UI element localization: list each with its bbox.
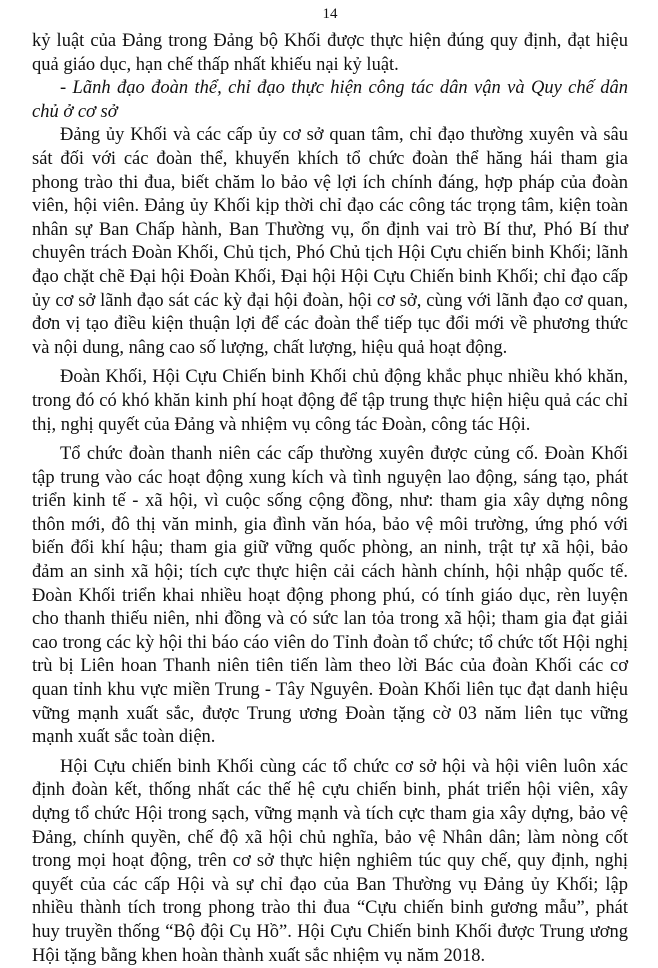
- document-page: [32, 0, 628, 966]
- paragraph-discipline-continuation: kỷ luật của Đảng trong Đảng bộ Khối được thực hiện đúng quy định, đạt hiệu quả giáo dục, hạn chế thấp nhất khiếu nại kỷ luật.: [32, 31, 628, 75]
- paragraph-youth-and-veterans: Đoàn Khối, Hội Cựu Chiến binh Khối chủ động khắc phục nhiều khó khăn, trong đó có khó khăn kinh phí hoạt động để tập trung thực hiện hiệu quả các chỉ thị, nghị quyết của Đảng và nhiệm vụ công tác Đoàn, công tác Hội.: [32, 367, 628, 435]
- paragraph-party-committee-leadership: Đảng ủy Khối và các cấp ủy cơ sở quan tâm, chỉ đạo thường xuyên và sâu sát đối với các đoàn thể, khuyến khích tổ chức đoàn thể hăng hái tham gia phong trào thi đua, biết chăm lo bảo vệ lợi ích chính đáng, hợp pháp của đoàn viên, hội viên. Đảng ủy Khối kịp thời chỉ đạo các công tác trọng tâm, kiện toàn nhân sự Ban Chấp hành, Ban Thường vụ, ổn định vai trò Bí thư, Phó Bí thư chuyên trách Đoàn Khối, Chủ tịch, Phó Chủ tịch Hội Cựu chiến binh Khối; lãnh đạo chặt chẽ Đại hội Đoàn Khối, Đại hội Hội Cựu Chiến binh Khối; chỉ đạo cấp ủy cơ sở lãnh đạo sát các kỳ đại hội đoàn, hội cơ sở, cùng với lãnh đạo cơ quan, đơn vị tạo điều kiện thuận lợi để các đoàn thể tiếp tục đổi mới về phương thức và nội dung, nâng cao số lượng, chất lượng, hiệu quả hoạt động.: [32, 125, 628, 358]
- section-heading-mass-mobilization: - Lãnh đạo đoàn thể, chỉ đạo thực hiện công tác dân vận và Quy chế dân chủ ở cơ sở: [32, 78, 628, 122]
- page-number: 14: [322, 6, 338, 22]
- paragraph-youth-union: Tổ chức đoàn thanh niên các cấp thường xuyên được củng cố. Đoàn Khối tập trung vào các hoạt động xung kích và tình nguyện lao động, sáng tạo, phát triển kinh tế - xã hội, vì cuộc sống cộng đồng, như: tham gia xây dựng nông thôn mới, đô thị văn minh, gia đình văn hóa, bảo vệ môi trường, ứng phó với biến đổi khí hậu; tham gia giữ vững quốc phòng, an ninh, trật tự xã hội, bảo đảm an sinh xã hội; tích cực thực hiện cải cách hành chính, hội nhập quốc tế. Đoàn Khối triển khai nhiều hoạt động phong phú, có tính giáo dục, rèn luyện cho thanh thiếu niên, nhi đồng và có sức lan tỏa trong xã hội; tham gia đạt giải cao trong các kỳ hội thi báo cáo viên do Tỉnh đoàn tổ chức; tổ chức tốt Hội nghị trù bị Liên hoan Thanh niên tiên tiến làm theo lời Bác của đoàn Khối các cơ quan tỉnh khu vực miền Trung - Tây Nguyên. Đoàn Khối liên tục đạt danh hiệu vững mạnh xuất sắc, được Trung ương Đoàn tặng cờ 03 năm liên tục vững mạnh xuất sắc toàn diện.: [32, 444, 628, 748]
- paragraph-veterans-association: Hội Cựu chiến binh Khối cùng các tổ chức cơ sở hội và hội viên luôn xác định đoàn kết, thống nhất các thế hệ cựu chiến binh, phát triển hội viên, xây dựng tổ chức Hội trong sạch, vững mạnh và tích cực tham gia xây dựng, bảo vệ Đảng, chính quyền, chế độ xã hội chủ nghĩa, bảo vệ Nhân dân; làm nòng cốt trong mọi hoạt động, trên cơ sở thực hiện nghiêm túc quy chế, quy định, nghị quyết của các cấp Hội và sự chỉ đạo của Ban Thường vụ Đảng ủy Khối; lập nhiều thành tích trong phong trào thi đua “Cựu chiến binh gương mẫu”, phát huy truyền thống “Bộ đội Cụ Hồ”. Hội Cựu Chiến binh Khối được Trung ương Hội tặng bằng khen hoàn thành xuất sắc nhiệm vụ năm 2018.: [32, 756, 628, 966]
